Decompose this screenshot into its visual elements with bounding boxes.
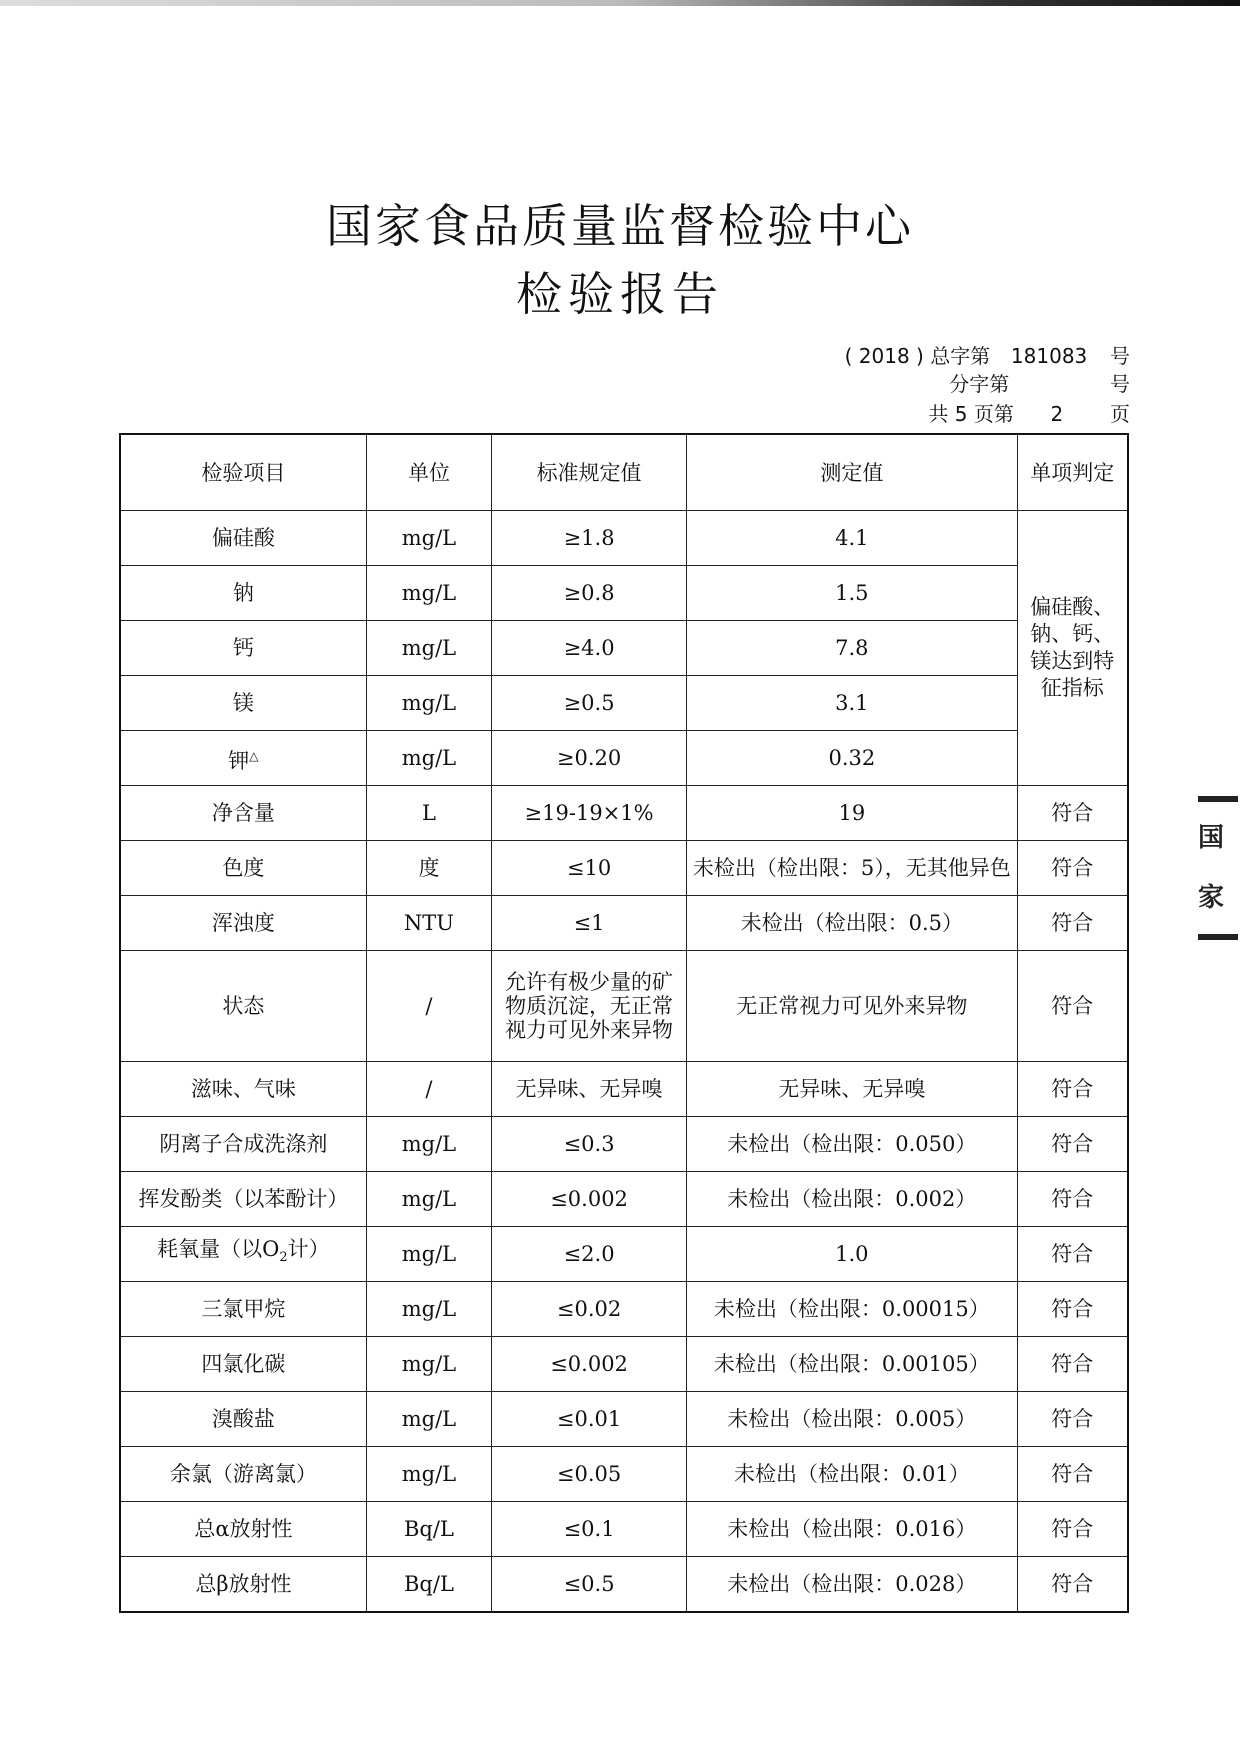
ref-sub-suffix: 号	[1110, 372, 1130, 396]
seal-stamp-fragment	[1198, 790, 1232, 946]
value-cell: 无异味、无异嗅	[687, 1062, 1018, 1117]
judge-cell: 符合	[1017, 786, 1128, 841]
judge-cell: 符合	[1017, 951, 1128, 1062]
standard-cell: ≤0.02	[492, 1282, 687, 1337]
unit-cell: Bq/L	[366, 1502, 491, 1557]
value-cell: 0.32	[687, 731, 1018, 786]
standard-cell: ≥0.5	[492, 676, 687, 731]
unit-cell: mg/L	[366, 731, 491, 786]
judge-cell: 符合	[1017, 1117, 1128, 1172]
inspection-table	[119, 433, 1129, 1613]
value-cell: 3.1	[687, 676, 1018, 731]
judge-cell: 符合	[1017, 1282, 1128, 1337]
sub-reference	[949, 368, 1130, 397]
item-cell: 钠	[120, 566, 366, 621]
item-cell	[120, 731, 366, 786]
table-row	[120, 1502, 1128, 1557]
unit-cell: NTU	[366, 896, 491, 951]
page-title: 国家食品质量监督检验中心	[326, 199, 914, 253]
item-cell: 挥发酚类（以苯酚计）	[120, 1172, 366, 1227]
standard-cell: ≤0.002	[492, 1337, 687, 1392]
table-row	[120, 1557, 1128, 1613]
report-reference	[845, 340, 1130, 369]
unit-cell: mg/L	[366, 566, 491, 621]
item-subscript: 2	[279, 1250, 288, 1266]
table-row	[120, 1337, 1128, 1392]
unit-cell: mg/L	[366, 1117, 491, 1172]
judge-cell: 符合	[1017, 896, 1128, 951]
standard-cell: ≤10	[492, 841, 687, 896]
ref-total-number: 181083	[1010, 344, 1088, 368]
judge-cell: 符合	[1017, 1502, 1128, 1557]
standard-cell: 无异味、无异嗅	[492, 1062, 687, 1117]
value-cell: 未检出（检出限：0.005）	[687, 1392, 1018, 1447]
item-cell	[120, 1227, 366, 1282]
unit-cell: mg/L	[366, 1172, 491, 1227]
table-row	[120, 896, 1128, 951]
ref-sub-label: 分字第	[949, 372, 1010, 396]
table-row	[120, 1172, 1128, 1227]
stamp-text: 国家	[1198, 823, 1225, 913]
item-cell: 阴离子合成洗涤剂	[120, 1117, 366, 1172]
item-cell: 色度	[120, 841, 366, 896]
judge-cell: 符合	[1017, 1392, 1128, 1447]
unit-cell: mg/L	[366, 1227, 491, 1282]
value-cell: 4.1	[687, 511, 1018, 566]
value-cell: 无正常视力可见外来异物	[687, 951, 1018, 1062]
judge-cell: 符合	[1017, 1062, 1128, 1117]
page-total: 共 5 页第	[928, 402, 1014, 426]
item-cell: 镁	[120, 676, 366, 731]
judge-cell: 符合	[1017, 1557, 1128, 1613]
page-current: 2	[1050, 402, 1064, 426]
page-counter	[928, 398, 1130, 427]
standard-cell: ≤0.1	[492, 1502, 687, 1557]
column-header: 单项判定	[1017, 434, 1128, 511]
unit-cell: mg/L	[366, 511, 491, 566]
value-cell: 未检出（检出限：0.00105）	[687, 1337, 1018, 1392]
table-header-row	[120, 434, 1128, 511]
table-row	[120, 511, 1128, 566]
unit-cell: /	[366, 951, 491, 1062]
item-marker: △	[249, 748, 259, 763]
standard-cell: ≥1.8	[492, 511, 687, 566]
item-cell: 钙	[120, 621, 366, 676]
item-text: 耗氧量（以O	[157, 1237, 280, 1262]
table-row	[120, 621, 1128, 676]
standard-cell: ≥0.8	[492, 566, 687, 621]
item-cell: 净含量	[120, 786, 366, 841]
table-row	[120, 1062, 1128, 1117]
standard-cell: ≤0.3	[492, 1117, 687, 1172]
item-text: 计）	[287, 1237, 330, 1262]
table-row	[120, 731, 1128, 786]
value-cell: 1.0	[687, 1227, 1018, 1282]
ref-year: ( 2018 )	[844, 344, 924, 368]
stamp-bar	[1198, 796, 1238, 802]
table-row	[120, 1282, 1128, 1337]
standard-cell: ≥4.0	[492, 621, 687, 676]
standard-cell: ≤0.002	[492, 1172, 687, 1227]
standard-cell: ≥0.20	[492, 731, 687, 786]
column-header: 标准规定值	[492, 434, 687, 511]
table-row	[120, 1117, 1128, 1172]
judge-cell: 符合	[1017, 841, 1128, 896]
value-cell: 7.8	[687, 621, 1018, 676]
item-cell: 余氯（游离氯）	[120, 1447, 366, 1502]
value-cell: 未检出（检出限：0.050）	[687, 1117, 1018, 1172]
column-header: 测定值	[687, 434, 1018, 511]
merged-judgement-cell: 偏硅酸、钠、钙、镁达到特征指标	[1017, 511, 1128, 786]
item-cell: 偏硅酸	[120, 511, 366, 566]
value-cell: 未检出（检出限：5），无其他异色	[687, 841, 1018, 896]
item-cell: 三氯甲烷	[120, 1282, 366, 1337]
item-cell: 总β放射性	[120, 1557, 366, 1613]
unit-cell: L	[366, 786, 491, 841]
standard-cell: ≤1	[492, 896, 687, 951]
ref-total-label: 总字第	[930, 344, 991, 368]
unit-cell: mg/L	[366, 1392, 491, 1447]
unit-cell: /	[366, 1062, 491, 1117]
item-text: 钾	[228, 748, 250, 773]
unit-cell: mg/L	[366, 676, 491, 731]
table-row	[120, 786, 1128, 841]
item-cell: 浑浊度	[120, 896, 366, 951]
unit-cell: mg/L	[366, 1447, 491, 1502]
item-cell: 状态	[120, 951, 366, 1062]
item-cell: 滋味、气味	[120, 1062, 366, 1117]
judge-cell: 符合	[1017, 1337, 1128, 1392]
standard-cell: ≤0.05	[492, 1447, 687, 1502]
value-cell: 1.5	[687, 566, 1018, 621]
unit-cell: Bq/L	[366, 1557, 491, 1613]
table-row	[120, 951, 1128, 1062]
stamp-bar	[1198, 934, 1238, 940]
ref-total-suffix: 号	[1110, 344, 1130, 368]
value-cell: 未检出（检出限：0.5）	[687, 896, 1018, 951]
table-row	[120, 1447, 1128, 1502]
value-cell: 未检出（检出限：0.028）	[687, 1557, 1018, 1613]
value-cell: 19	[687, 786, 1018, 841]
standard-cell: ≤0.01	[492, 1392, 687, 1447]
table-row	[120, 1392, 1128, 1447]
item-cell: 溴酸盐	[120, 1392, 366, 1447]
value-cell: 未检出（检出限：0.00015）	[687, 1282, 1018, 1337]
standard-cell: 允许有极少量的矿物质沉淀，无正常视力可见外来异物	[492, 951, 687, 1062]
page-subtitle: 检验报告	[516, 267, 724, 321]
unit-cell: 度	[366, 841, 491, 896]
table-row	[120, 841, 1128, 896]
value-cell: 未检出（检出限：0.01）	[687, 1447, 1018, 1502]
unit-cell: mg/L	[366, 621, 491, 676]
scan-edge-line	[0, 0, 1240, 6]
item-cell: 四氯化碳	[120, 1337, 366, 1392]
table-row	[120, 676, 1128, 731]
table-row	[120, 1227, 1128, 1282]
judge-cell: 符合	[1017, 1172, 1128, 1227]
item-cell: 总α放射性	[120, 1502, 366, 1557]
unit-cell: mg/L	[366, 1282, 491, 1337]
judge-cell: 符合	[1017, 1227, 1128, 1282]
value-cell: 未检出（检出限：0.016）	[687, 1502, 1018, 1557]
judge-cell: 符合	[1017, 1447, 1128, 1502]
table-row	[120, 566, 1128, 621]
unit-cell: mg/L	[366, 1337, 491, 1392]
column-header: 检验项目	[120, 434, 366, 511]
value-cell: 未检出（检出限：0.002）	[687, 1172, 1018, 1227]
standard-cell: ≤0.5	[492, 1557, 687, 1613]
standard-cell: ≥19-19×1%	[492, 786, 687, 841]
page-suffix: 页	[1110, 402, 1130, 426]
standard-cell: ≤2.0	[492, 1227, 687, 1282]
column-header: 单位	[366, 434, 491, 511]
